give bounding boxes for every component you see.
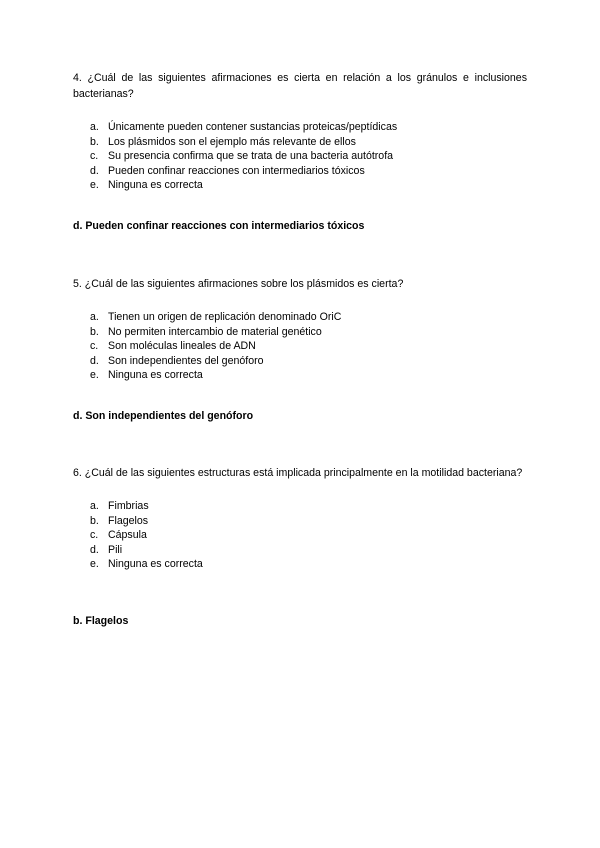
answer-4: d. Pueden confinar reacciones con intermediarios tóxicos [73, 220, 365, 232]
option-a [73, 499, 527, 514]
option-e [73, 557, 527, 572]
option-text: Son independientes del genóforo [108, 354, 264, 367]
option-c [73, 528, 527, 543]
option-letter: a. [90, 311, 99, 323]
option-letter: e. [90, 369, 99, 382]
option-d [73, 543, 527, 558]
question-text: 6. ¿Cuál de las siguientes estructuras está implicada principalmente en la motilidad bacteriana? [73, 467, 523, 479]
option-letter: a. [90, 500, 99, 512]
option-e [73, 178, 527, 193]
option-letter: b. [90, 514, 99, 527]
option-text: Fimbrias [108, 500, 149, 512]
option-text: Tienen un origen de replicación denominado OriC [108, 311, 342, 323]
option-text: Pueden confinar reacciones con intermediarios tóxicos [108, 164, 365, 177]
option-text: Su presencia confirma que se trata de una bacteria autótrofa [108, 150, 394, 163]
option-b [73, 135, 527, 150]
option-d [73, 164, 527, 179]
option-text: Ninguna es correcta [108, 558, 203, 571]
option-c [73, 339, 527, 354]
option-list [73, 120, 527, 193]
option-letter: b. [90, 135, 99, 148]
option-letter: d. [90, 164, 99, 177]
answer-6: b. Flagelos [73, 615, 129, 627]
question-text: 4. ¿Cuál de las siguientes afirmaciones es cierta en relación a los gránulos e inclusiones bacterianas? [73, 72, 527, 100]
option-letter: b. [90, 325, 99, 338]
option-text: Pili [108, 543, 123, 556]
option-list [73, 499, 527, 572]
option-b [73, 325, 527, 340]
answer-5: d. Son independientes del genóforo [73, 410, 254, 422]
option-text: Ninguna es correcta [108, 369, 203, 382]
option-letter: c. [90, 340, 99, 353]
option-letter: e. [90, 179, 99, 192]
option-list [73, 310, 527, 383]
option-letter: d. [90, 354, 99, 367]
option-letter: e. [90, 558, 99, 571]
option-b [73, 514, 527, 529]
question-5 [73, 276, 527, 383]
question-text: 5. ¿Cuál de las siguientes afirmaciones sobre los plásmidos es cierta? [73, 278, 404, 290]
option-letter: d. [90, 543, 99, 556]
question-6 [73, 465, 527, 572]
option-letter: c. [90, 529, 99, 542]
option-text: Los plásmidos son el ejemplo más relevante de ellos [108, 135, 356, 148]
option-text: Únicamente pueden contener sustancias proteicas/peptídicas [108, 121, 398, 133]
option-d [73, 354, 527, 369]
option-text: Cápsula [108, 529, 147, 542]
question-4 [73, 70, 527, 193]
option-e [73, 368, 527, 383]
option-a [73, 310, 527, 325]
option-text: Son moléculas lineales de ADN [108, 340, 256, 353]
option-letter: a. [90, 121, 99, 133]
option-text: Ninguna es correcta [108, 179, 203, 192]
option-text: No permiten intercambio de material genético [108, 325, 322, 338]
option-text: Flagelos [108, 514, 149, 527]
option-letter: c. [90, 150, 99, 163]
option-c [73, 149, 527, 164]
option-a [73, 120, 527, 135]
